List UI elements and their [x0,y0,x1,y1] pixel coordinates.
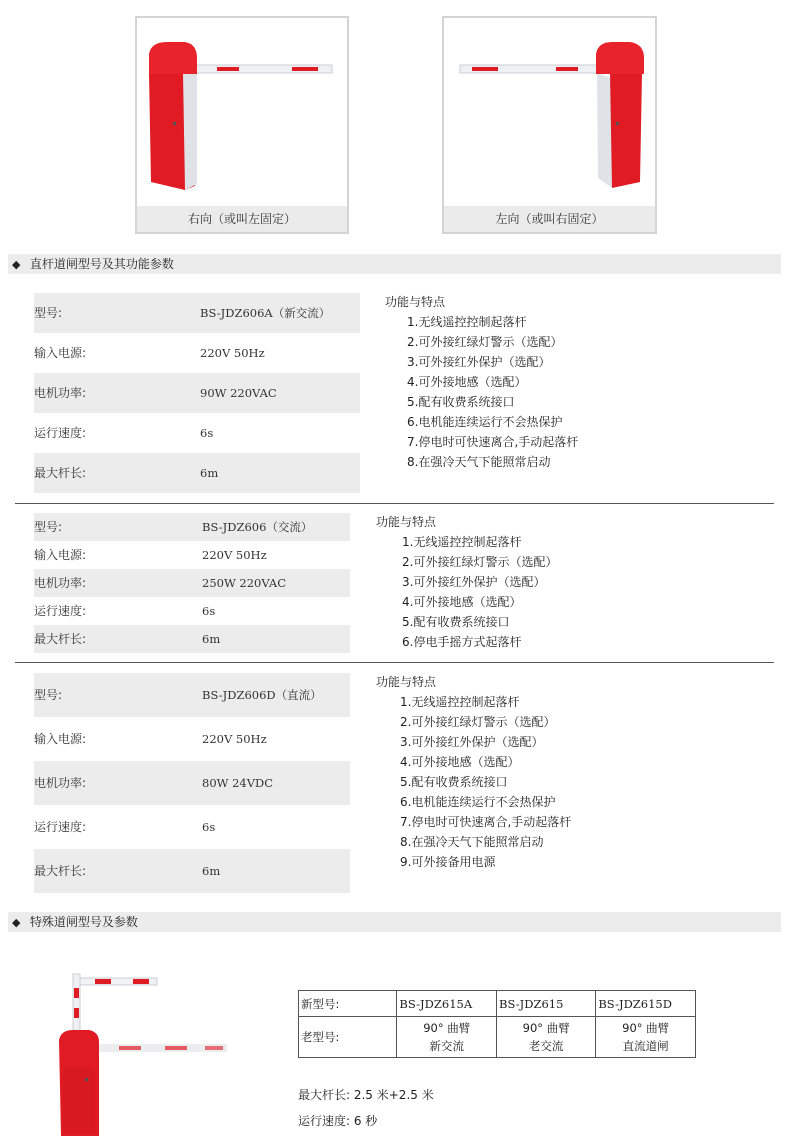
section-header-special-barrier [8,912,781,932]
spec-row-power-input [34,541,350,569]
table-cell: BS-JDZ615D [596,991,696,1017]
divider [15,503,774,504]
spec-value: 220V 50Hz [200,346,265,360]
spec-label: 运行速度: [34,820,87,834]
spec-value: BS-JDZ606D（直流） [202,688,322,702]
feature-item: 2.可外接红绿灯警示（选配） [400,715,556,729]
feature-item: 2.可外接红绿灯警示（选配） [402,555,558,569]
spec-label: 最大杆长: [34,632,87,646]
spec-label: 输入电源: [34,346,87,360]
feature-item: 6.电机能连续运行不会热保护 [407,415,563,429]
special-model-table [298,990,696,1058]
folding-arm-barrier-image [55,970,235,1138]
spec-row-speed [34,805,350,849]
feature-item: 6.电机能连续运行不会热保护 [400,795,556,809]
table-cell [596,1017,696,1058]
cell-line: 直流道闸 [622,1039,669,1053]
table-row [299,1017,696,1058]
spec-label: 输入电源: [34,732,87,746]
spec-value: 6m [202,632,221,646]
table-cell: 新型号: [299,991,397,1017]
barrier-gate-left-image [444,18,655,206]
feature-item: 6.停电手摇方式起落杆 [402,635,522,649]
feature-item: 1.无线遥控控制起落杆 [400,695,520,709]
spec-label: 电机功率: [34,576,87,590]
spec-value: BS-JDZ606A（新交流） [200,306,331,320]
feature-item: 5.配有收费系统接口 [400,775,508,789]
spec-row-speed [34,597,350,625]
spec-label: 型号: [34,520,63,534]
features-title: 功能与特点 [385,295,446,309]
table-cell [497,1017,596,1058]
feature-item: 4.可外接地感（选配） [407,375,527,389]
section-title: 直杆道闸型号及其功能参数 [29,257,174,271]
spec-row-power-input [34,717,350,761]
feature-item: 2.可外接红绿灯警示（选配） [407,335,563,349]
features-list [376,512,557,652]
feature-item: 3.可外接红外保护（选配） [402,575,546,589]
spec-value: 6m [200,466,219,480]
photo-caption: 右向（或叫左固定） [137,206,347,232]
feature-item: 8.在强冷天气下能照常启动 [407,455,551,469]
feature-item: 9.可外接备用电源 [400,855,496,869]
table-row [299,991,696,1017]
spec-row-motor-power [34,761,350,805]
spec-value: 80W 24VDC [202,776,274,790]
feature-item: 1.无线遥控控制起落杆 [402,535,522,549]
spec-row-max-length [34,453,360,493]
spec-label: 运行速度: [34,426,87,440]
spec-value: 250W 220VAC [202,576,287,590]
features-title: 功能与特点 [376,515,437,529]
divider [15,662,774,663]
feature-item: 8.在强冷天气下能照常启动 [400,835,544,849]
diamond-bullet-icon: ◆ [12,258,21,271]
spec-value: 6s [200,426,214,440]
table-cell: BS-JDZ615A [397,991,497,1017]
spec-label: 电机功率: [34,776,87,790]
spec-value: 6s [202,820,216,834]
feature-item: 7.停电时可快速离合,手动起落杆 [407,435,579,449]
photo-caption: 左向（或叫右固定） [444,206,655,232]
barrier-gate-right-image [137,18,347,206]
spec-row-motor-power [34,569,350,597]
cell-line: 90° 曲臂 [522,1021,570,1035]
features-list [376,672,571,872]
feature-item: 5.配有收费系统接口 [407,395,515,409]
feature-item: 7.停电时可快速离合,手动起落杆 [400,815,572,829]
spec-row-power-input [34,333,360,373]
feature-item: 3.可外接红外保护（选配） [407,355,551,369]
spec-value: 220V 50Hz [202,548,267,562]
cell-line: 老交流 [528,1039,564,1053]
spec-label: 型号: [34,688,63,702]
cell-line: 新交流 [429,1039,464,1053]
spec-row-model [34,513,350,541]
spec-value: 6s [202,604,216,618]
spec-row-model [34,673,350,717]
section-title: 特殊道闸型号及参数 [29,915,138,929]
feature-item: 5.配有收费系统接口 [402,615,510,629]
spec-value: 90W 220VAC [200,386,277,400]
spec-label: 最大杆长: [34,466,87,480]
spec-label: 运行速度: [34,604,87,618]
photo-right-direction [135,16,349,234]
feature-item: 4.可外接地感（选配） [400,755,520,769]
features-title: 功能与特点 [376,675,437,689]
spec-label: 最大杆长: [34,864,87,878]
spec-row-motor-power [34,373,360,413]
features-list [385,292,578,472]
cell-line: 90° 曲臂 [622,1021,670,1035]
feature-item: 1.无线遥控控制起落杆 [407,315,527,329]
table-cell: 老型号: [299,1017,397,1058]
table-cell [397,1017,497,1058]
section-header-straight-barrier [8,254,781,274]
spec-row-speed [34,413,360,453]
spec-label: 输入电源: [34,548,87,562]
spec-row-max-length [34,849,350,893]
speed-note: 运行速度: 6 秒 [298,1114,378,1128]
table-cell: BS-JDZ615 [497,991,596,1017]
spec-value: 220V 50Hz [202,732,267,746]
spec-row-max-length [34,625,350,653]
cell-line: 90° 曲臂 [423,1021,471,1035]
spec-row-model [34,293,360,333]
spec-value: BS-JDZ606（交流） [202,520,313,534]
diamond-bullet-icon: ◆ [12,916,21,929]
feature-item: 4.可外接地感（选配） [402,595,522,609]
spec-value: 6m [202,864,221,878]
feature-item: 3.可外接红外保护（选配） [400,735,544,749]
photo-left-direction [442,16,657,234]
max-length-note: 最大杆长: 2.5 米+2.5 米 [298,1088,434,1102]
spec-label: 型号: [34,306,63,320]
spec-label: 电机功率: [34,386,87,400]
